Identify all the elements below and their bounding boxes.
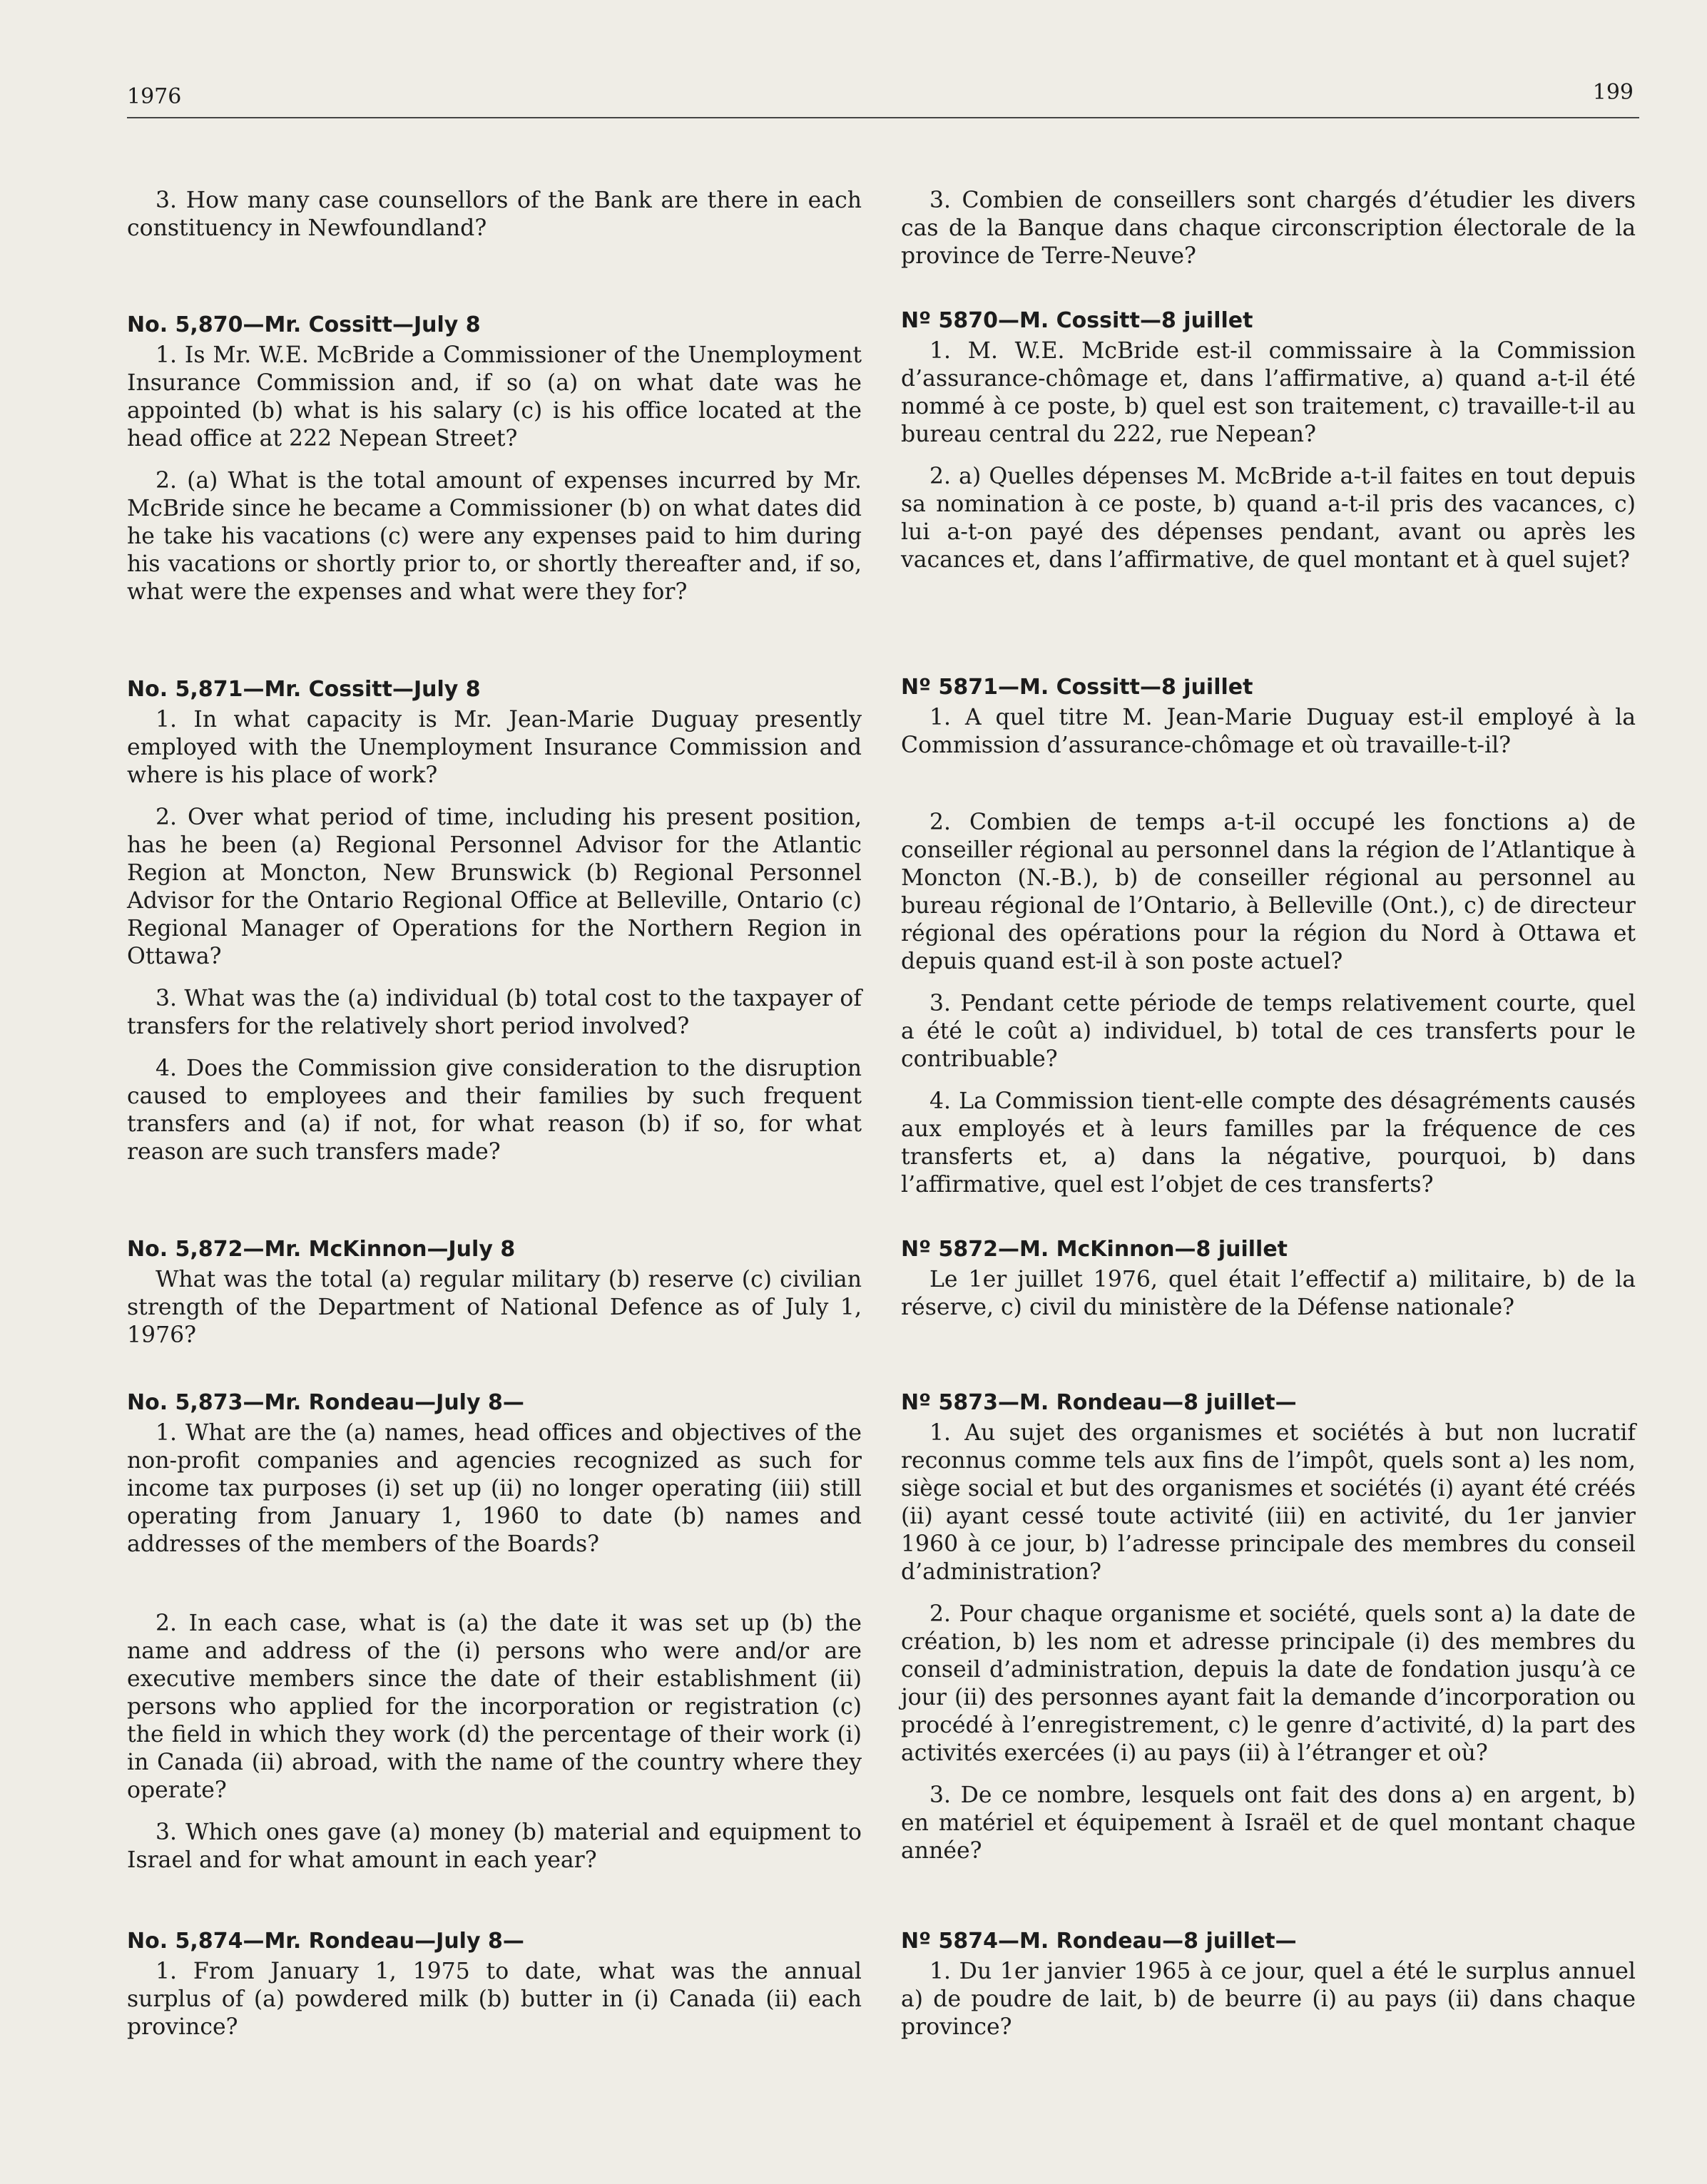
page-number: 199 xyxy=(1592,80,1634,105)
paragraph: 2. Over what period of time, including his present position, has he been (a) Regional Personnel Advisor for the Atlantic Region at Moncton, New Brunswick (b) Regional Personnel Advisor for the Ontario Regional Office at Belleville, Ontario (c) Regional Manager of Operations for the Northern Region in Ottawa? xyxy=(127,805,862,969)
question-5871 xyxy=(901,673,1636,774)
question-heading: No. 5,873—Mr. Rondeau—July 8— xyxy=(127,1390,524,1415)
paragraph: 3. De ce nombre, lesquels ont fait des dons a) en argent, b) en matériel et équipement à Israël et de quel montant chaque année? xyxy=(901,1782,1636,1864)
paragraph: 1. Au sujet des organismes et sociétés à but non lucratif reconnus comme tels aux fins de l’impôt, quels sont a) les nom, siège social et but des organismes et sociétés (i) ayant été créés (ii) ayant cessé toute activité (iii) en activité, du 1er janvier 1960 à ce jour, b) l’adresse principale des membres du conseil d’administration? xyxy=(901,1420,1636,1585)
paragraph: 3. Which ones gave (a) money (b) material and equipment to Israel and for what amount in each year? xyxy=(127,1820,862,1873)
question-heading: Nº 5871—M. Cossitt—8 juillet xyxy=(901,675,1253,700)
question-5871-continued xyxy=(901,809,1636,1213)
question-continuation xyxy=(901,187,1636,285)
question-heading: Nº 5872—M. McKinnon—8 juillet xyxy=(901,1237,1288,1262)
paragraph: 4. Does the Commission give consideration to the disruption caused to employees and their families by such frequent transfers and (a) if not, for what reason (b) if so, for what reason are such transfers made? xyxy=(127,1056,862,1165)
question-5873 xyxy=(127,1389,862,1573)
question-5871 xyxy=(127,675,862,1180)
paragraph: Le 1er juillet 1976, quel était l’effectif a) militaire, b) de la réserve, c) civil du ministère de la Défense nationale? xyxy=(901,1267,1636,1320)
paragraph: 1. What are the (a) names, head offices and objectives of the non-profit companies and agencies recognized as such for income tax purposes (i) set up (ii) no longer operating (iii) still operating from January 1, 1960 to date (b) names and addresses of the members of the Boards? xyxy=(127,1420,862,1557)
question-heading: No. 5,872—Mr. McKinnon—July 8 xyxy=(127,1237,516,1262)
question-continuation xyxy=(127,187,862,257)
paragraph: 2. a) Quelles dépenses M. McBride a-t-il faites en tout depuis sa nomination à ce poste, b) quand a-t-il pris des vacances, c) lui a-t-on payé des dépenses pendant, avant ou après les vacances et, dans l’affirmative, de quel montant et à quel sujet? xyxy=(901,464,1636,573)
question-heading: Nº 5870—M. Cossitt—8 juillet xyxy=(901,308,1253,333)
paragraph: 4. La Commission tient-elle compte des désagréments causés aux employés et à leurs familles par la fréquence de ces transferts et, a) dans la négative, pourquoi, b) dans l’affirmative, quel est l’objet de ces transferts? xyxy=(901,1088,1636,1198)
paragraph: 1. From January 1, 1975 to date, what was the annual surplus of (a) powdered milk (b) butter in (i) Canada (ii) each province? xyxy=(127,1959,862,2040)
question-heading: Nº 5873—M. Rondeau—8 juillet— xyxy=(901,1390,1297,1415)
question-5873 xyxy=(901,1389,1636,1879)
question-5874 xyxy=(127,1927,862,2056)
paragraph: 3. How many case counsellors of the Bank are there in each constituency in Newfoundland? xyxy=(127,188,862,241)
paragraph: 2. (a) What is the total amount of expenses incurred by Mr. McBride since he became a Commissioner (b) on what dates did he take his vacations (c) were any expenses paid to him during his vacations or shortly prior to, or shortly thereafter and, if so, what were the expenses and what were they for? xyxy=(127,468,862,605)
question-heading: Nº 5874—M. Rondeau—8 juillet— xyxy=(901,1929,1297,1954)
paragraph: 3. Pendant cette période de temps relativement courte, quel a été le coût a) individuel, b) total de ces transferts pour le contribuable? xyxy=(901,991,1636,1072)
paragraph: 1. M. W.E. McBride est-il commissaire à la Commission d’assurance-chômage et, dans l’affirmative, a) quand a-t-il été nommé à ce poste, b) quel est son traitement, c) travaille-t-il au bureau central du 222, rue Nepean? xyxy=(901,338,1636,447)
question-5873-continued xyxy=(127,1610,862,1889)
question-5872 xyxy=(901,1235,1636,1336)
question-heading: No. 5,871—Mr. Cossitt—July 8 xyxy=(127,677,481,702)
paragraph: 3. What was the (a) individual (b) total cost to the taxpayer of transfers for the relatively short period involved? xyxy=(127,986,862,1039)
question-heading: No. 5,874—Mr. Rondeau—July 8— xyxy=(127,1929,524,1954)
paragraph: 2. Pour chaque organisme et société, quels sont a) la date de création, b) les nom et adresse principale (i) des membres du conseil d’administration, depuis la date de fondation jusqu’à ce jour (ii) des personnes ayant fait la demande d’incorporation ou procédé à l’enregistrement, c) le genre d’activité, d) la part des activités exercées (i) au pays (ii) à l’étranger et où? xyxy=(901,1601,1636,1766)
question-5872 xyxy=(127,1235,862,1364)
paragraph: 2. In each case, what is (a) the date it was set up (b) the name and address of the (i) persons who were and/or are executive members since the date of their establishment (ii) persons who applied for the incorporation or registration (c) the field in which they work (d) the percentage of their work (i) in Canada (ii) abroad, with the name of the country where they operate? xyxy=(127,1611,862,1803)
question-5874 xyxy=(901,1927,1636,2056)
question-5870 xyxy=(901,307,1636,588)
paragraph: 1. In what capacity is Mr. Jean-Marie Duguay presently employed with the Unemployment Insurance Commission and where is his place of work? xyxy=(127,707,862,788)
paragraph: 1. Is Mr. W.E. McBride a Commissioner of the Unemployment Insurance Commission and, if so (a) on what date was he appointed (b) what is his salary (c) is his office located at the head office at 222 Nepean Street? xyxy=(127,342,862,451)
paragraph: What was the total (a) regular military (b) reserve (c) civilian strength of the Department of National Defence as of July 1, 1976? xyxy=(127,1267,862,1348)
paragraph: 1. A quel titre M. Jean-Marie Duguay est-il employé à la Commission d’assurance-chômage et où travaille-t-il? xyxy=(901,705,1636,758)
question-heading: No. 5,870—Mr. Cossitt—July 8 xyxy=(127,312,481,337)
question-5870 xyxy=(127,311,862,621)
paragraph: 2. Combien de temps a-t-il occupé les fonctions a) de conseiller régional au personnel dans la région de l’Atlantique à Moncton (N.-B.), b) de conseiller régional au personnel au bureau régional de l’Ontario, à Belleville (Ont.), c) de directeur régional des opérations pour la région du Nord à Ottawa et depuis quand est-il à son poste actuel? xyxy=(901,810,1636,974)
page-year: 1976 xyxy=(127,84,182,109)
paragraph: 3. Combien de conseillers sont chargés d’étudier les divers cas de la Banque dans chaque circonscription électorale de la province de Terre-Neuve? xyxy=(901,188,1636,269)
page-header xyxy=(127,80,1639,118)
paragraph: 1. Du 1er janvier 1965 à ce jour, quel a été le surplus annuel a) de poudre de lait, b) de beurre (i) au pays (ii) dans chaque province? xyxy=(901,1959,1636,2040)
